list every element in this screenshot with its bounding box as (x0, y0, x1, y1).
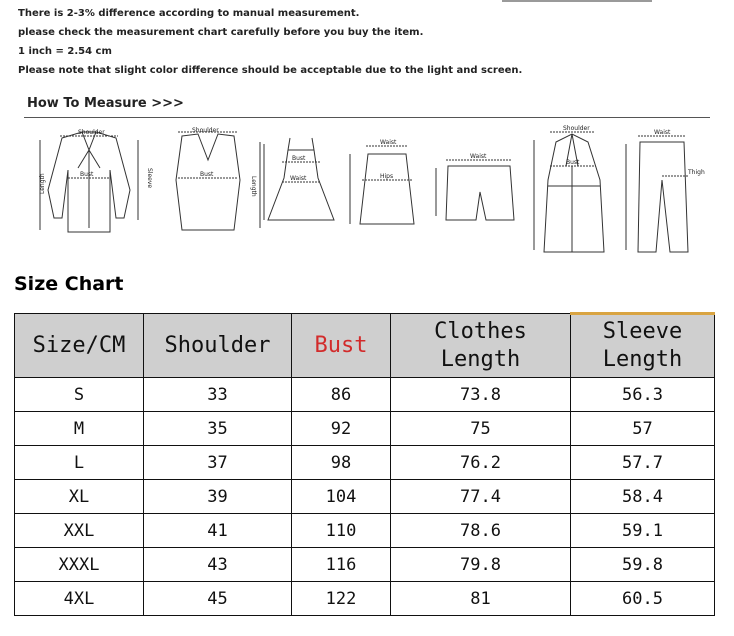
header-shoulder (144, 314, 292, 378)
table-row (15, 548, 715, 582)
header-clothes-length (391, 314, 571, 378)
cell-clothes-length: 79.8 (391, 548, 571, 582)
cell-shoulder: 33 (144, 378, 292, 412)
label-length: Length (250, 176, 257, 197)
label-thigh: Thigh (688, 169, 705, 176)
cell-size: XXL (15, 514, 144, 548)
cell-bust: 98 (292, 446, 391, 480)
table-row (15, 446, 715, 480)
label-sleeve: Sleeve (146, 168, 153, 189)
shorts-illustration (436, 153, 514, 220)
cell-size: M (15, 412, 144, 446)
cell-size: 4XL (15, 582, 144, 616)
vneck-top-illustration (176, 127, 260, 230)
cell-clothes-length: 76.2 (391, 446, 571, 480)
cell-clothes-length: 75 (391, 412, 571, 446)
cell-size: S (15, 378, 144, 412)
header-shoulder-line: Shoulder (164, 332, 271, 358)
cell-clothes-length: 73.8 (391, 378, 571, 412)
cell-shoulder: 41 (144, 514, 292, 548)
size-chart-table (14, 312, 715, 616)
note-difference: There is 2-3% difference according to manual measurement. (18, 8, 360, 19)
blouse-illustration (39, 129, 153, 232)
cell-shoulder: 45 (144, 582, 292, 616)
table-body (15, 378, 715, 616)
cell-sleeve-length: 58.4 (571, 480, 715, 514)
label-bust: Bust (200, 171, 214, 178)
cell-sleeve-length: 60.5 (571, 582, 715, 616)
header-bust (292, 314, 391, 378)
note-color-difference: Please note that slight color difference should be acceptable due to the light and screen. (18, 65, 523, 76)
table-row (15, 378, 715, 412)
how-to-measure-title: How To Measure >>> (27, 96, 184, 111)
cell-shoulder: 37 (144, 446, 292, 480)
cell-shoulder: 39 (144, 480, 292, 514)
measurement-notes (18, 4, 538, 80)
trench-coat-illustration (534, 125, 604, 252)
table-row (15, 582, 715, 616)
cell-sleeve-length: 57.7 (571, 446, 715, 480)
measurement-illustrations (20, 120, 720, 262)
cell-shoulder: 35 (144, 412, 292, 446)
label-shoulder: Shoulder (563, 125, 590, 132)
how-to-measure-divider (24, 117, 710, 118)
cell-clothes-length: 81 (391, 582, 571, 616)
cell-bust: 92 (292, 412, 391, 446)
table-row (15, 412, 715, 446)
note-inch-conversion: 1 inch = 2.54 cm (18, 46, 112, 57)
note-check-chart: please check the measurement chart carefully before you buy the item. (18, 27, 424, 38)
trousers-illustration (626, 129, 705, 252)
cell-bust: 116 (292, 548, 391, 582)
header-sleeve-length-line: Length (602, 347, 683, 372)
cell-clothes-length: 78.6 (391, 514, 571, 548)
label-waist: Waist (654, 129, 671, 136)
label-length: Length (39, 173, 46, 194)
label-waist: Waist (290, 175, 307, 182)
strap-dress-illustration (264, 138, 334, 220)
label-hips: Hips (380, 173, 394, 180)
table-row (15, 514, 715, 548)
header-sleeve-length-line: Sleeve (602, 319, 683, 344)
cell-bust: 122 (292, 582, 391, 616)
header-clothes-length-line: Length (440, 346, 521, 372)
cell-bust: 86 (292, 378, 391, 412)
label-waist: Waist (470, 153, 487, 160)
cell-sleeve-length: 56.3 (571, 378, 715, 412)
cell-bust: 110 (292, 514, 391, 548)
skirt-illustration (350, 139, 414, 224)
label-bust: Bust (566, 159, 580, 166)
cell-size: L (15, 446, 144, 480)
table-header-row (15, 314, 715, 378)
label-bust: Bust (292, 155, 306, 162)
cell-size: XL (15, 480, 144, 514)
header-bust-line: Bust (314, 332, 368, 358)
header-clothes-length-line: Clothes (434, 318, 527, 344)
cell-clothes-length: 77.4 (391, 480, 571, 514)
cell-sleeve-length: 57 (571, 412, 715, 446)
cell-bust: 104 (292, 480, 391, 514)
label-shoulder: Shoulder (78, 129, 105, 136)
cell-sleeve-length: 59.8 (571, 548, 715, 582)
label-waist: Waist (380, 139, 397, 146)
cell-sleeve-length: 59.1 (571, 514, 715, 548)
label-shoulder: Shoulder (192, 127, 219, 134)
header-size-line: Size/CM (32, 332, 126, 358)
cell-shoulder: 43 (144, 548, 292, 582)
label-bust: Bust (80, 171, 94, 178)
size-chart-title: Size Chart (14, 273, 124, 295)
header-sleeve-length (571, 314, 715, 378)
header-size (15, 314, 144, 378)
table-row (15, 480, 715, 514)
cell-size: XXXL (15, 548, 144, 582)
top-divider (502, 0, 652, 2)
